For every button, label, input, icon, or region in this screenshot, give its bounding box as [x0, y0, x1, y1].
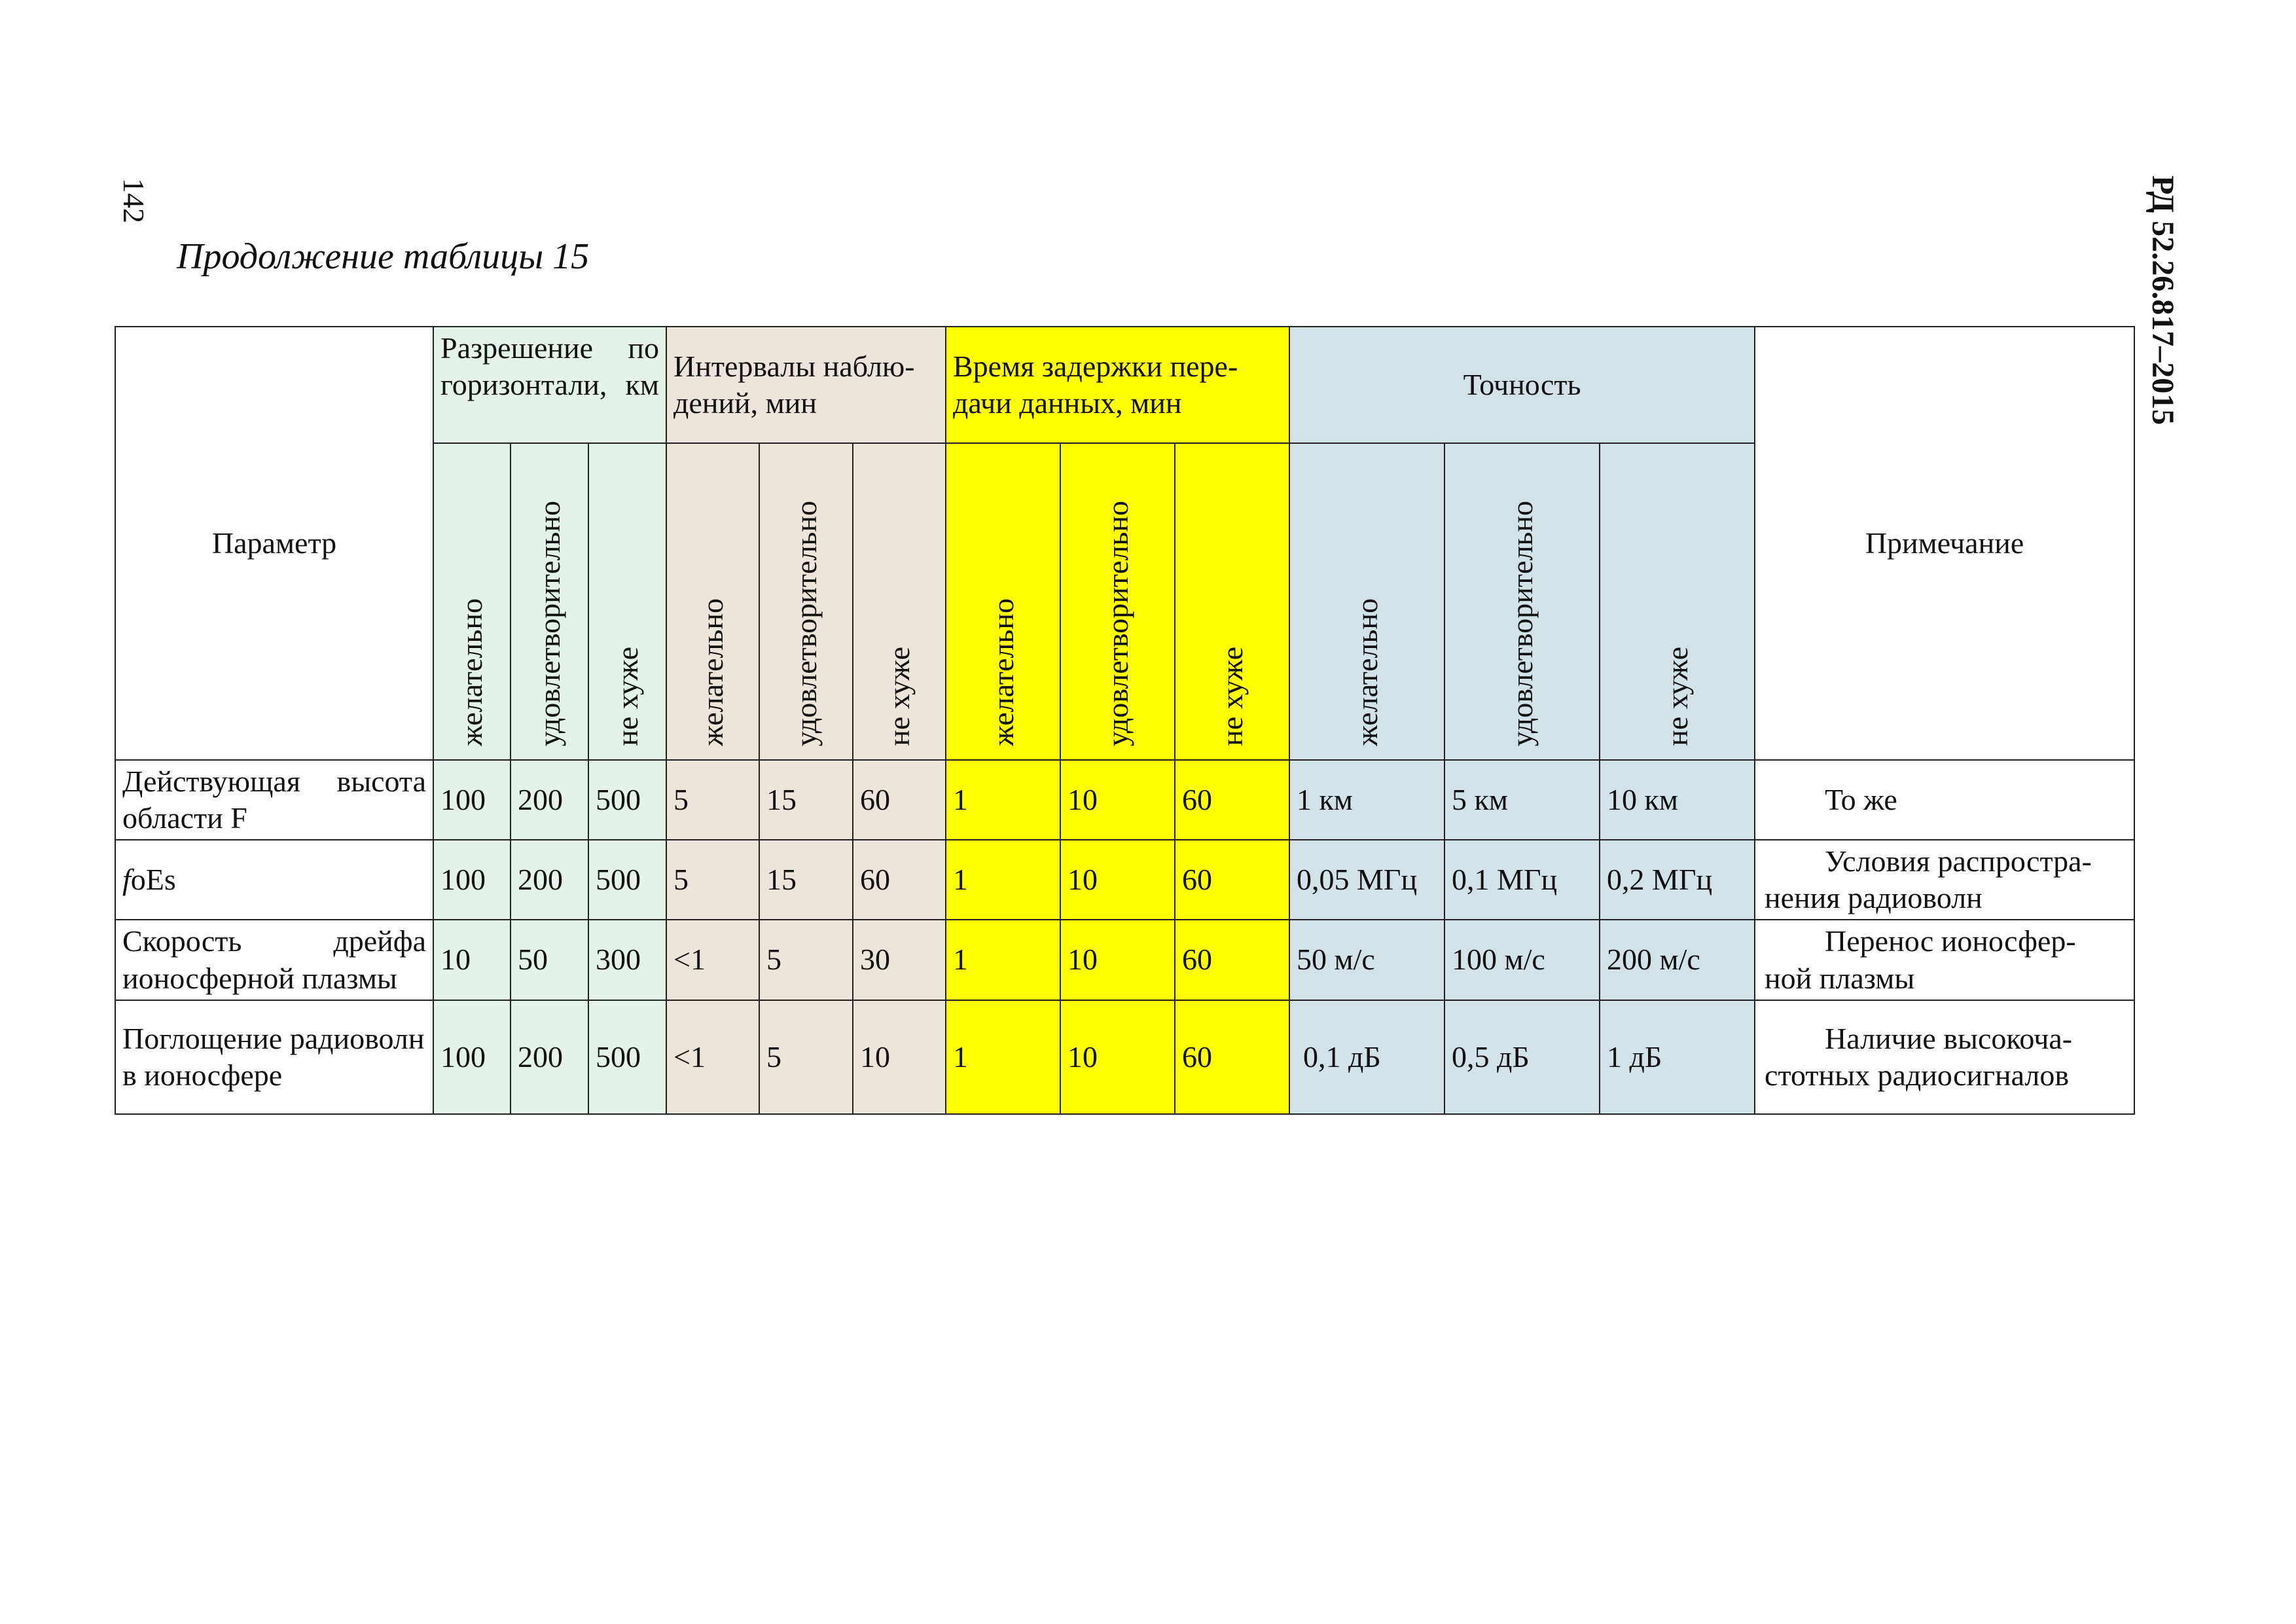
- cell-value: 0,5 дБ: [1444, 1000, 1600, 1114]
- table-row: [115, 920, 2134, 1000]
- cell-value: 50 м/с: [1289, 920, 1444, 1000]
- cell-value: 5: [666, 840, 759, 920]
- sub-header-desirable: желательно: [666, 443, 759, 760]
- table-row: [115, 840, 2134, 920]
- sub-header-satisfactory: удовлетворительно: [1444, 443, 1600, 760]
- cell-value: 60: [853, 760, 946, 840]
- header-group-accuracy: Точность: [1289, 327, 1755, 443]
- sub-header-not-worse: не хуже: [588, 443, 666, 760]
- cell-value: 10 км: [1600, 760, 1755, 840]
- sub-header-satisfactory: удовлетворительно: [759, 443, 853, 760]
- cell-value: 60: [1175, 1000, 1289, 1114]
- cell-value: 100: [433, 760, 511, 840]
- cell-value: 15: [759, 840, 853, 920]
- header-group-delay: Время задержки пере-дачи данных, мин: [946, 327, 1289, 443]
- sub-header-not-worse: не хуже: [1175, 443, 1289, 760]
- cell-value: 0,1 дБ: [1289, 1000, 1444, 1114]
- cell-value: 500: [588, 760, 666, 840]
- row-parameter: Скорость дрейфа ионосферной плазмы: [115, 920, 433, 1000]
- cell-value: 200: [511, 1000, 588, 1114]
- row-note: Условия распростра- нения радиоволн: [1755, 840, 2134, 920]
- row-parameter: Действующая высота области F: [115, 760, 433, 840]
- cell-value: 1 км: [1289, 760, 1444, 840]
- header-group-resolution: Разрешение по горизонтали, км: [433, 327, 666, 443]
- row-note: Наличие высокоча- стотных радиосигналов: [1755, 1000, 2134, 1114]
- cell-value: <1: [666, 920, 759, 1000]
- cell-value: 5: [759, 1000, 853, 1114]
- cell-value: 50: [511, 920, 588, 1000]
- cell-value: 200: [511, 760, 588, 840]
- cell-value: 500: [588, 840, 666, 920]
- cell-value: 10: [1060, 760, 1175, 840]
- sub-header-satisfactory: удовлетворительно: [511, 443, 588, 760]
- cell-value: 5: [759, 920, 853, 1000]
- cell-value: 60: [1175, 920, 1289, 1000]
- cell-value: 5 км: [1444, 760, 1600, 840]
- cell-value: 60: [1175, 840, 1289, 920]
- sub-header-desirable: желательно: [433, 443, 511, 760]
- cell-value: 10: [1060, 920, 1175, 1000]
- cell-value: 10: [1060, 1000, 1175, 1114]
- data-table: [115, 326, 2135, 1115]
- header-note: Примечание: [1755, 327, 2134, 760]
- cell-value: 1 дБ: [1600, 1000, 1755, 1114]
- cell-value: 10: [433, 920, 511, 1000]
- page-number: 142: [117, 178, 151, 223]
- sub-header-satisfactory: удовлетворительно: [1060, 443, 1175, 760]
- row-parameter: foEs: [115, 840, 433, 920]
- cell-value: 100: [433, 840, 511, 920]
- cell-value: 1: [946, 760, 1060, 840]
- cell-value: 5: [666, 760, 759, 840]
- row-note: То же: [1755, 760, 2134, 840]
- row-parameter: Поглощение радиоволн в ионосфере: [115, 1000, 433, 1114]
- cell-value: 60: [1175, 760, 1289, 840]
- cell-value: 15: [759, 760, 853, 840]
- cell-value: 100: [433, 1000, 511, 1114]
- cell-value: 1: [946, 1000, 1060, 1114]
- cell-value: 0,1 МГц: [1444, 840, 1600, 920]
- cell-value: 10: [853, 1000, 946, 1114]
- cell-value: 200: [511, 840, 588, 920]
- sub-header-not-worse: не хуже: [1600, 443, 1755, 760]
- header-group-intervals: Интервалы наблю-дений, мин: [666, 327, 946, 443]
- cell-value: 500: [588, 1000, 666, 1114]
- cell-value: 0,05 МГц: [1289, 840, 1444, 920]
- sub-header-not-worse: не хуже: [853, 443, 946, 760]
- table-row: [115, 1000, 2134, 1114]
- table-caption: Продолжение таблицы 15: [177, 236, 590, 277]
- header-parameter: Параметр: [115, 327, 433, 760]
- cell-value: <1: [666, 1000, 759, 1114]
- table-row: [115, 760, 2134, 840]
- cell-value: 10: [1060, 840, 1175, 920]
- sub-header-desirable: желательно: [946, 443, 1060, 760]
- sub-header-desirable: желательно: [1289, 443, 1444, 760]
- cell-value: 30: [853, 920, 946, 1000]
- cell-value: 60: [853, 840, 946, 920]
- header-row-groups: [115, 327, 2134, 443]
- cell-value: 300: [588, 920, 666, 1000]
- document-code: РД 52.26.817–2015: [2145, 175, 2180, 425]
- row-note: Перенос ионосфер- ной плазмы: [1755, 920, 2134, 1000]
- cell-value: 0,2 МГц: [1600, 840, 1755, 920]
- cell-value: 1: [946, 920, 1060, 1000]
- cell-value: 200 м/с: [1600, 920, 1755, 1000]
- cell-value: 1: [946, 840, 1060, 920]
- cell-value: 100 м/с: [1444, 920, 1600, 1000]
